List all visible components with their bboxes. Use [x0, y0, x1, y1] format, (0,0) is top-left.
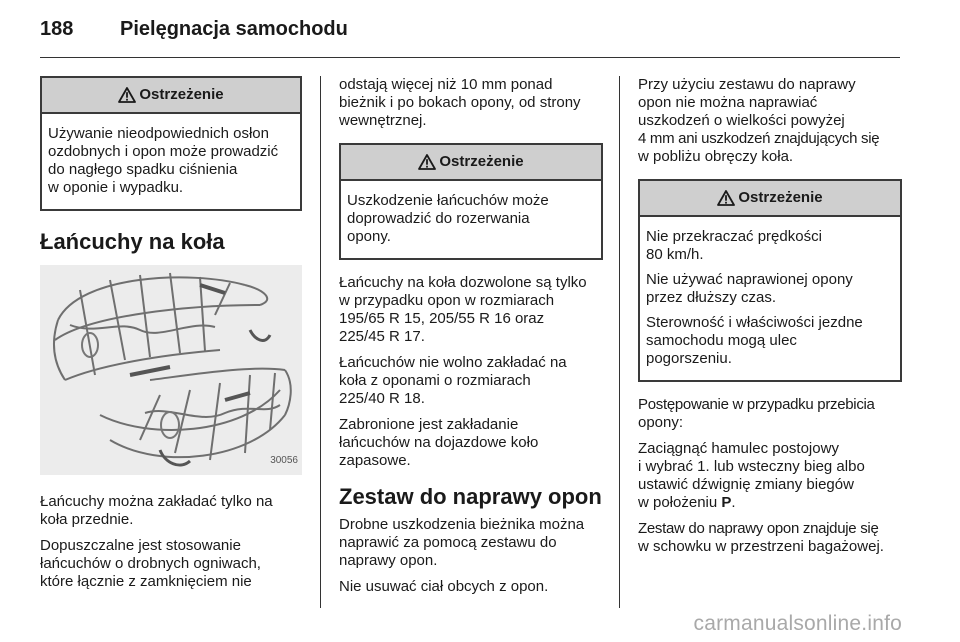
column-divider-2 [619, 76, 620, 608]
warning-box [339, 143, 603, 260]
paragraph: Postępowanie w przypadku przebicia opony: [638, 396, 875, 431]
watermark: carmanualsonline.info [693, 612, 902, 635]
column-1 [40, 76, 302, 599]
warning-header [341, 145, 601, 181]
column-3 [638, 76, 902, 564]
paragraph: odstają więcej niż 10 mm ponad bieżnik i po bokach opony, od strony wewnętrznej. [339, 76, 581, 129]
paragraph: Zaciągnąć hamulec postojowy i wybrać 1. lub wsteczny bieg albo ustawić dźwignię zmiany biegów w położeniu P. [638, 440, 865, 511]
paragraph: Łańcuchów nie wolno zakładać na koła z oponami o rozmiarach 225/40 R 18. [339, 354, 567, 407]
warning-triangle-icon [118, 87, 136, 103]
warning-triangle-icon [717, 190, 735, 206]
paragraph: Przy użyciu zestawu do naprawy opon nie można naprawiać uszkodzeń o wielkości powyżej 4 mm ani uszkodzeń znajdujących się w pobliżu obręczy koła. [638, 76, 880, 165]
warning-text: Używanie nieodpowiednich osłon ozdobnych i opon może prowadzić do nagłego spadku ciśnienia w oponie i wypadku. [48, 125, 279, 196]
warning-header [640, 181, 900, 217]
section-heading-tyre-repair-kit: Zestaw do naprawy opon [339, 484, 602, 509]
header-divider [40, 57, 900, 58]
gear-position-label: P [721, 494, 732, 511]
warning-text: Nie używać naprawionej opony przez dłuższy czas. [646, 271, 853, 306]
snow-chain-drawing [40, 265, 302, 475]
paragraph: Nie usuwać ciał obcych z opon. [339, 578, 549, 595]
warning-text: Sterowność i właściwości jezdne samochodu mogą ulec pogorszeniu. [646, 314, 863, 367]
warning-box [638, 179, 902, 382]
warning-title: Ostrzeżenie [139, 86, 224, 103]
paragraph: Drobne uszkodzenia bieżnika można naprawić za pomocą zestawu do naprawy opon. [339, 516, 585, 569]
page-number: 188 [40, 17, 74, 40]
figure-number: 30056 [270, 455, 298, 466]
warning-title: Ostrzeżenie [439, 153, 524, 170]
paragraph: Łańcuchy na koła dozwolone są tylko w przypadku opon w rozmiarach 195/65 R 15, 205/55 R 16 oraz 225/45 R 17. [339, 274, 587, 345]
paragraph: Dopuszczalne jest stosowanie łańcuchów o drobnych ogniwach, które łącznie z zamknięciem nie [40, 537, 261, 590]
column-2 [339, 76, 603, 604]
warning-text: Uszkodzenie łańcuchów może doprowadzić do rozerwania opony. [347, 192, 549, 245]
warning-text: Nie przekraczać prędkości 80 km/h. [646, 228, 822, 263]
paragraph: Łańcuchy można zakładać tylko na koła przednie. [40, 493, 273, 528]
paragraph: Zestaw do naprawy opon znajduje się w schowku w przestrzeni bagażowej. [638, 520, 884, 555]
warning-box [40, 76, 302, 211]
warning-title: Ostrzeżenie [738, 189, 823, 206]
snow-chain-illustration [40, 265, 302, 475]
section-heading-snow-chains: Łańcuchy na koła [40, 229, 225, 254]
page-title: Pielęgnacja samochodu [120, 17, 348, 40]
page-header [40, 14, 348, 44]
warning-triangle-icon [418, 154, 436, 170]
paragraph: Zabronione jest zakładanie łańcuchów na dojazdowe koło zapasowe. [339, 416, 539, 469]
column-divider-1 [320, 76, 321, 608]
warning-header [42, 78, 300, 114]
